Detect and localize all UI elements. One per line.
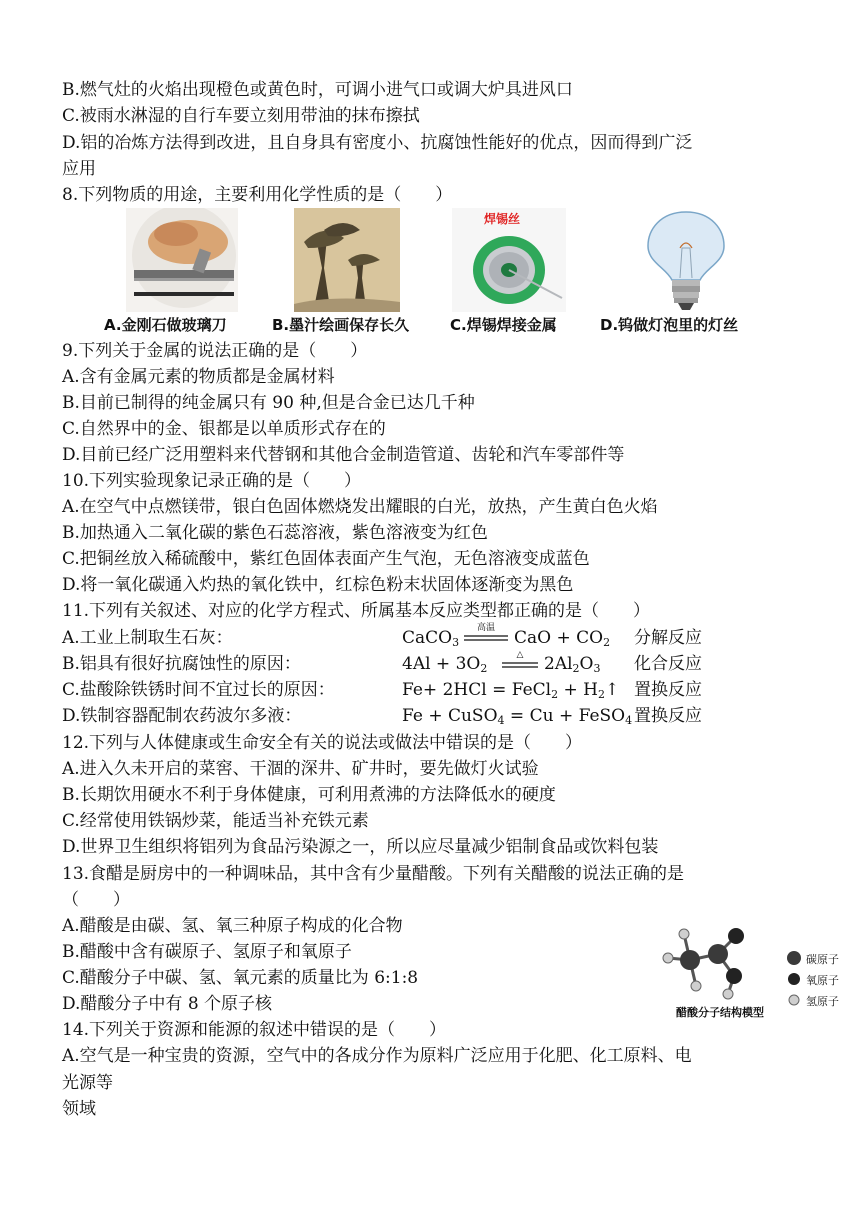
q10-option-d: D.将一氧化碳通入灼热的氧化铁中，红棕色粉末状固体逐渐变为黑色 [62,575,574,595]
q11-equation-b-arrow [502,661,538,669]
q9-option-c: C.自然界中的金、银都是以单质形式存在的 [62,419,386,439]
q9-stem: 9.下列关于金属的说法正确的是（ ） [62,341,368,361]
q10-option-a: A.在空气中点燃镁带，银白色固体燃烧发出耀眼的白光，放热，产生黄白色火焰 [62,497,658,517]
q8-caption-d: D.钨做灯泡里的灯丝 [600,316,739,334]
q13-option-c: C.醋酸分子中碳、氢、氧元素的质量比为 6:1:8 [62,968,419,988]
q11-option-c-text: C.盐酸除铁锈时间不宜过长的原因： [62,680,335,700]
q11-option-d-type: 置换反应 [634,706,702,726]
q12-stem: 12.下列与人体健康或生命安全有关的说法或做法中错误的是（ ） [62,733,583,753]
q11-condition-b: △ [516,650,524,660]
q11-stem: 11.下列有关叙述、对应的化学方程式、所属基本反应类型都正确的是（ ） [62,601,651,621]
q7-option-d-line2: 应用 [62,159,96,179]
q11-equation-b-products: $2Al_2O_3$ [544,654,601,675]
q11-option-b-type: 化合反应 [634,654,702,674]
q11-equation-a-products: CaO + $CO_2$ [514,628,611,649]
solder-label: 焊锡丝 [484,212,521,226]
q11-equation-b: $4Al + 3O_2$ [402,654,488,675]
q10-stem: 10.下列实验现象记录正确的是（ ） [62,471,362,491]
q7-option-d-line1: D.铝的冶炼方法得到改进，且自身具有密度小、抗腐蚀性能好的优点，因而得到广泛 [62,133,693,153]
q13-option-d: D.醋酸分子中有 8 个原子核 [62,994,273,1014]
q13-stem-line2: （ ） [62,890,130,910]
q9-option-a: A.含有金属元素的物质都是金属材料 [62,367,335,387]
q11-option-c-type: 置换反应 [634,680,702,700]
q9-option-d: D.目前已经广泛用塑料来代替钢和其他合金制造管道、齿轮和汽车零部件等 [62,445,625,465]
q12-option-a: A.进入久未开启的菜窖、干涸的深井、矿井时，要先做灯火试验 [62,759,539,779]
q11-option-a-text: A.工业上制取生石灰： [62,628,233,648]
q11-equation-a: CaCO$_3$ [402,628,460,649]
q11-option-d-text: D.铁制容器配制农药波尔多液： [62,706,302,726]
q8-caption-a: A.金刚石做玻璃刀 [104,316,227,334]
q10-option-b: B.加热通入二氧化碳的紫色石蕊溶液，紫色溶液变为红色 [62,523,488,543]
legend-carbon: 碳原子 [806,953,839,966]
q9-option-b: B.目前已制得的纯金属只有 90 种,但是合金已达几千种 [62,393,475,413]
q13-option-a: A.醋酸是由碳、氢、氧三种原子构成的化合物 [62,916,403,936]
q11-equation-d: Fe + CuSO$_4$ = Cu + FeSO$_4$ [402,706,633,727]
q14-option-a-line1: A.空气是一种宝贵的资源，空气中的各成分作为原料广泛应用于化肥、化工原料、电 [62,1046,692,1066]
q13-stem-line1: 13.食醋是厨房中的一种调味品，其中含有少量醋酸。下列有关醋酸的说法正确的是 [62,864,685,884]
q11-option-b-text: B.铝具有很好抗腐蚀性的原因： [62,654,301,674]
q11-equation-a-arrow [464,634,508,642]
q12-option-b: B.长期饮用硬水不利于身体健康，可利用煮沸的方法降低水的硬度 [62,785,556,805]
q11-condition-a: 高温 [476,623,495,633]
light-bulb-image [636,208,736,312]
q7-option-c: C.被雨水淋湿的自行车要立刻用带油的抹布擦拭 [62,106,420,126]
q10-option-c: C.把铜丝放入稀硫酸中，紫红色固体表面产生气泡，无色溶液变成蓝色 [62,549,590,569]
q13-option-b: B.醋酸中含有碳原子、氢原子和氧原子 [62,942,352,962]
legend-oxygen: 氧原子 [806,974,839,987]
acetic-acid-model [648,920,758,1004]
q14-stem: 14.下列关于资源和能源的叙述中错误的是（ ） [62,1020,447,1040]
q8-stem: 8.下列物质的用途，主要利用化学性质的是（ ） [62,185,453,205]
glass-cutter-image [126,208,238,312]
q8-caption-b: B.墨汁绘画保存长久 [272,316,410,334]
q8-caption-c: C.焊锡焊接金属 [450,316,557,334]
q14-option-a-line2: 光源等 [62,1073,113,1093]
q7-option-b: B.燃气灶的火焰出现橙色或黄色时，可调小进气口或调大炉具进风口 [62,80,573,100]
model-legend-swatches [786,950,802,1010]
legend-hydrogen: 氢原子 [806,995,839,1008]
q14-option-a-line3: 领域 [62,1099,96,1119]
q11-equation-c: Fe+ 2HCl = FeCl$_2$ + $H_2↑$ [402,680,620,701]
q12-option-c: C.经常使用铁锅炒菜，能适当补充铁元素 [62,811,369,831]
ink-painting-image [294,208,400,312]
model-caption: 醋酸分子结构模型 [676,1006,764,1019]
q11-option-a-type: 分解反应 [634,628,702,648]
q12-option-d: D.世界卫生组织将铝列为食品污染源之一，所以应尽量减少铝制食品或饮料包装 [62,837,659,857]
